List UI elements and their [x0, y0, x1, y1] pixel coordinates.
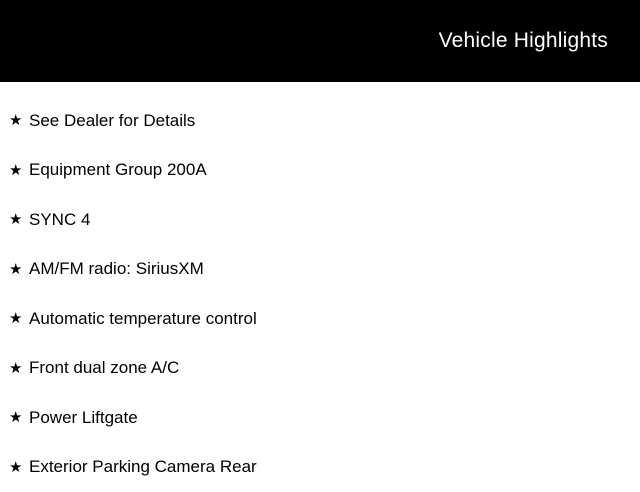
list-item	[0, 443, 640, 492]
star-icon: ★	[9, 113, 29, 128]
list-item-label: SYNC 4	[29, 210, 90, 230]
star-icon: ★	[9, 262, 29, 277]
star-icon: ★	[9, 163, 29, 178]
list-item	[0, 96, 640, 146]
list-item-label: See Dealer for Details	[29, 111, 195, 131]
star-icon: ★	[9, 361, 29, 376]
list-item	[0, 146, 640, 196]
list-item	[0, 393, 640, 443]
list-item	[0, 344, 640, 394]
header-bar	[0, 0, 640, 82]
star-icon: ★	[9, 460, 29, 475]
list-item-label: Equipment Group 200A	[29, 160, 207, 180]
page-title: Vehicle Highlights	[439, 29, 608, 53]
star-icon: ★	[9, 311, 29, 326]
list-item	[0, 195, 640, 245]
list-item-label: Front dual zone A/C	[29, 358, 179, 378]
list-item-label: Automatic temperature control	[29, 309, 257, 329]
list-item	[0, 294, 640, 344]
list-item-label: Power Liftgate	[29, 408, 138, 428]
vehicle-highlights-list	[0, 82, 640, 492]
star-icon: ★	[9, 212, 29, 227]
list-item-label: AM/FM radio: SiriusXM	[29, 259, 204, 279]
list-item	[0, 245, 640, 295]
list-item-label: Exterior Parking Camera Rear	[29, 457, 257, 477]
star-icon: ★	[9, 410, 29, 425]
